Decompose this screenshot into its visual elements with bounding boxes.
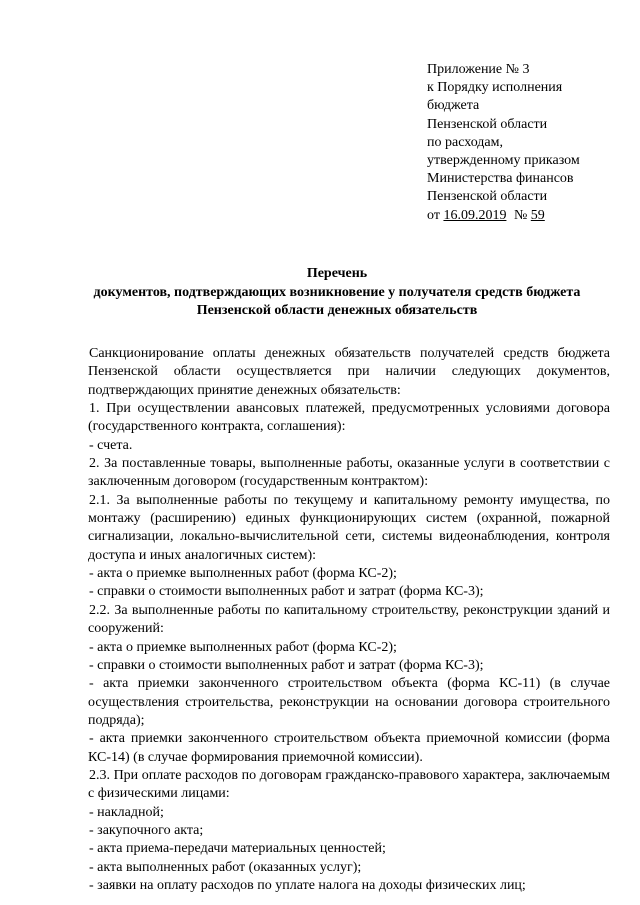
document-title [40,265,634,321]
order-date: 16.09.2019 [443,207,507,223]
content-column [88,345,610,895]
appendix-line: утвержденному приказом [427,153,580,169]
appendix-line: Пензенской области [427,116,548,132]
paragraph-item-2-3: 2.3. При оплате расходов по договорам гражданско-правового характера, заключаемым с физическими лицами: [88,767,610,802]
appendix-line: бюджета [427,98,480,114]
list-item: - справки о стоимости выполненных работ и затрат (форма КС-3); [89,657,484,673]
list-item: - акта о приемке выполненных работ (форма КС-2); [89,566,397,582]
paragraph-item-1: 1. При осуществлении авансовых платежей, предусмотренных условиями договора (государственного контракта, соглашения): [88,401,610,435]
appendix-header [427,61,580,225]
order-number: 59 [530,207,545,223]
title-line: Пензенской области денежных обязательств [196,303,478,318]
appendix-date-line [427,207,580,225]
list-item: - акта приема-передачи материальных ценностей; [89,841,386,857]
title-line: документов, подтверждающих возникновение у получателя средств бюджета [93,284,581,300]
list-item: - заявки на оплату расходов по уплате налога на доходы физических лиц; [89,877,526,893]
list-item: - справки о стоимости выполненных работ и затрат (форма КС-3); [89,584,484,600]
list-item: - закупочного акта; [89,822,204,838]
title-line: Перечень [306,266,368,281]
paragraph-item-2: 2. За поставленные товары, выполненные работы, оказанные услуги в соответствии с заключенным договором (государственным контрактом): [88,456,610,490]
appendix-line: Пензенской области [427,189,548,205]
list-item: - накладной; [89,804,164,820]
list-item: - счета. [89,437,133,453]
paragraph-intro: Санкционирование оплаты денежных обязательств получателей средств бюджета Пензенской области осуществляется при наличии следующих документов, подтверждающих принятие денежных обязательств: [88,346,610,398]
paragraph-item-2-2: 2.2. За выполненные работы по капитальному строительству, реконструкции зданий и сооружений: [88,602,610,637]
paragraph-item-2-1: 2.1. За выполненные работы по текущему и капитальному ремонту имущества, по монтажу (расширению) единых функционирующих систем (охранной, пожарной сигнализации, локально-вычислительной сети, системы видеонаблюдения, контроля доступа и иных аналогичных систем): [88,492,610,563]
appendix-line: Приложение № 3 [427,62,530,77]
number-prefix: № [513,207,528,223]
list-item: - акта приемки законченного строительством объекта (форма КС-11) (в случае осуществления строительства, реконструкции на основании договора строительного подряда); [88,676,610,728]
list-item: - акта выполненных работ (оказанных услуг); [89,859,362,875]
list-item: - акта приемки законченного строительством объекта приемочной комиссии (форма КС-14) (в случае формирования приемочной комиссии). [88,731,610,765]
appendix-line: Министерства финансов [427,171,574,187]
list-item: - акта о приемке выполненных работ (форма КС-2); [89,639,397,655]
date-prefix: от [427,207,440,223]
appendix-line: к Порядку исполнения [427,80,563,96]
appendix-line: по расходам, [427,134,503,150]
